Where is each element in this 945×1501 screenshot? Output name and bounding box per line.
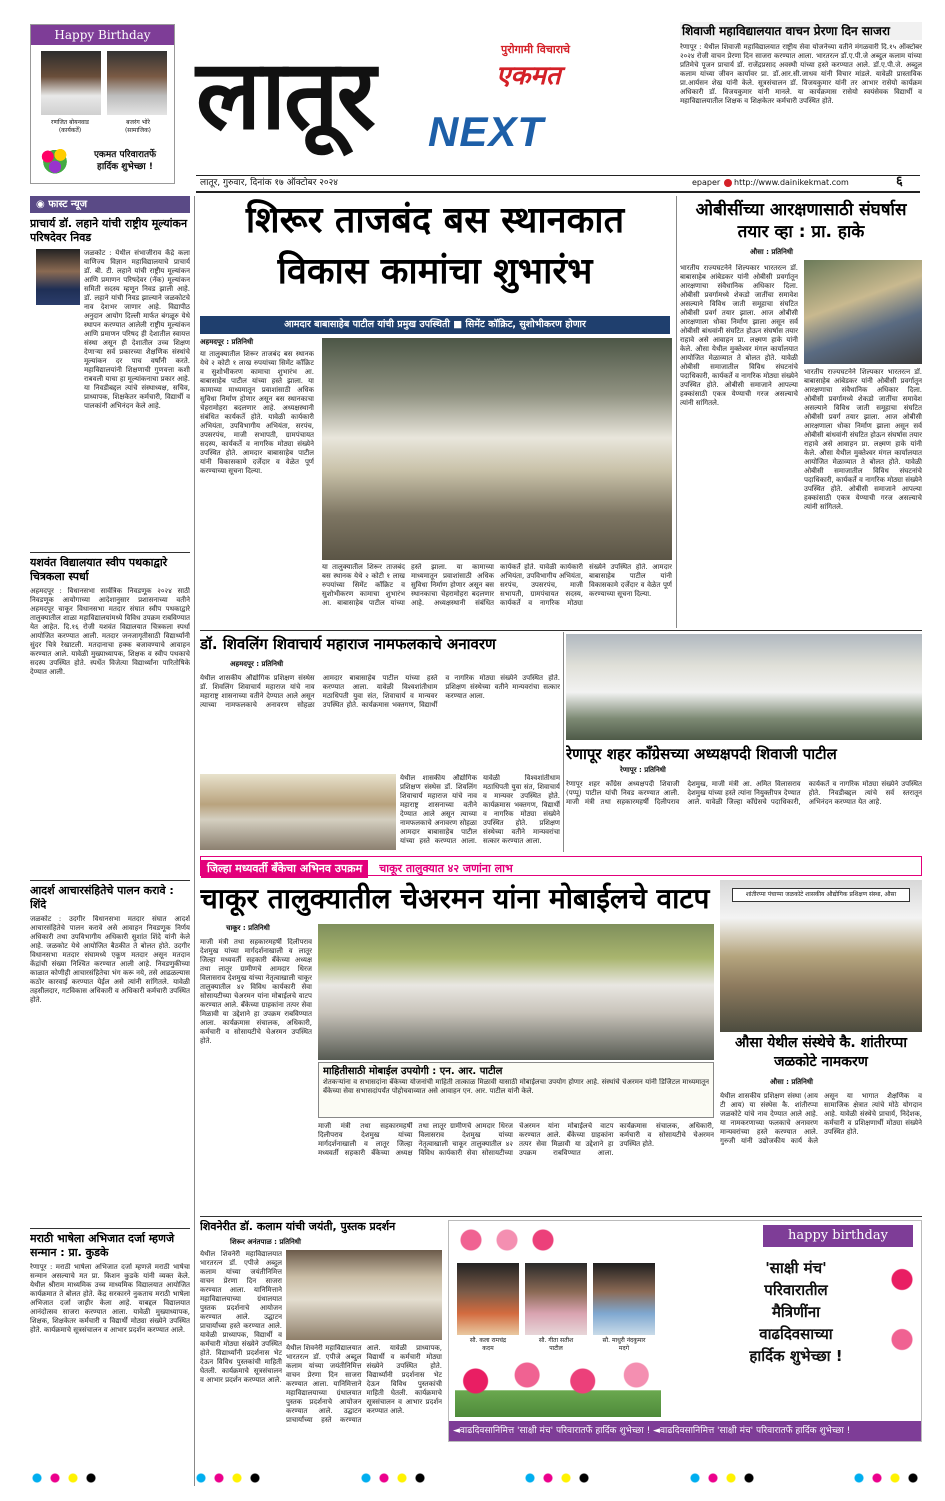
sakshi-photo-3 bbox=[593, 1263, 655, 1335]
renapur-headline: रेणापूर शहर काँग्रेसच्या अध्यक्षपदी शिवाजी पाटील bbox=[566, 745, 837, 763]
obc-photo bbox=[804, 260, 922, 364]
ausa-headline: औसा येथील संस्थेचे कै. शांतीरप्पा जळकोटे नामकरण bbox=[735, 1035, 907, 1070]
fast-news-text-2: अहमदपूर : विधानसभा सार्वत्रिक निवडणूक २०२४ साठी निवडणूक आयोगाच्या आदेशानुसार प्रशासनाच्या वतीने अहमदपूर चाकूर विधानसभा मतदार संघात स्वीप पथकाद्वारे तालुक्यातील शाळा महाविद्यालयांमध्ये विविध उपक्रम राबविण्यात येत आहेत. दि.१६ रोजी यशवंत विद्यालयात चित्रकला स्पर्धा आयोजित करण्यात आली. मतदार जनजागृतीसाठी विद्यार्थ्यांनी सुंदर चित्रे रेखाटली. मतदानाचा हक्क बजावण्याचे आवाहन करण्यात आले. यावेळी मुख्याध्यापक, शिक्षक व स्वीप पथकाचे सदस्य उपस्थित होते. स्पर्धेत विजेत्या विद्यार्थ्यांना पारितोषिके देण्यात आली. bbox=[30, 587, 190, 676]
lead-photo bbox=[322, 338, 672, 560]
sakshi-name-3: सौ. माधुरी नंदकुमार मदगे bbox=[602, 1337, 646, 1352]
epaper-label: epaper bbox=[692, 178, 721, 187]
birthday-name-1: रणजित बोयनवाड (कार्यकर्ते) bbox=[50, 119, 89, 134]
sakshi-name-1: सौ. कला रामचंद्र कदम bbox=[469, 1337, 507, 1352]
divider bbox=[30, 552, 190, 553]
sakshi-name-2: सौ. गीता सतीश पाटील bbox=[538, 1337, 574, 1352]
sakshi-photo-2 bbox=[525, 1263, 587, 1335]
shivling-text-2: येथील शासकीय औद्योगिक प्रशिक्षण संस्थेस डॉ. शिवलिंग शिवाचार्य महाराज यांचे नाव महाराष्ट्र शासनाच्या वतीने देण्यात आले असून त्याच्या नामफलकाचे अनावरण सोहळा आमदार बाबासाहेब पाटील यांच्या हस्ते करण्यात आला. यावेळी विश्वशांतीधाम मठाधिपती युवा संत, शिवाचार्य व मान्यवर उपस्थित होते. कार्यक्रमास भक्तगण, विद्यार्थी व नागरिक मोठ्या संख्येने उपस्थित होते. प्रशिक्षण संस्थेच्या वतीने मान्यवरांचा सत्कार करण्यात आला. bbox=[400, 774, 560, 845]
fast-news-text-1: जळकोट : येथील संभाजीराव केंद्रे कला वाणिज्य विज्ञान महाविद्यालयाचे प्राचार्य डॉ. बी. टी. लहाने यांची राष्ट्रीय मूल्यांकन आणि प्रमाणन परिषदेवर (नॅक) मूल्यांकन समिती सदस्य म्हणून निवड झाली आहे. डॉ. लहाने यांची निवड झाल्याने जळकोटचे नाव देशभर जाणार आहे. विद्यापीठ अनुदान आयोग दिल्ली मार्फत बंगळूरु येथे स्थापन करण्यात आलेली राष्ट्रीय मूल्यांकन आणि प्रमाणन परिषद ही देशातील स्वायत्त संस्था असून ही देशातील उच्च शिक्षण देणाऱ्या सर्व प्रकारच्या शैक्षणिक संस्थांचे मूल्यांकन दर पाच वर्षांनी करते. महाविद्यालयांनी शिक्षणाची गुणवत्ता कशी राबवली याचा हा मूल्यांकनाचा प्रकार आहे. या निवडीबद्दल त्यांचे संस्थाध्यक्ष, सचिव, प्राध्यापक, शिक्षकेतर कर्मचारी, विद्यार्थी व पालकांनी अभिनंदन केले आहे. bbox=[84, 249, 190, 410]
cmyk-dots bbox=[852, 1473, 922, 1483]
lead-text-col2: या तालुक्यातील शिरूर ताजबंद बस स्थानक येथे २ कोटी १ लाख रुपयांच्या सिमेंट कॉक्रिट व सुशोभीकरण कामाचा शुभारंभ आ. बाबासाहेब पाटील यांच्या हस्ते झाला. या कामाच्या माध्यमातून प्रवाशांसाठी अधिक सुविधा निर्माण होणार असून बस स्थानकाचा चेहरामोहरा बदलणार आहे. अध्यक्षस्थानी संबंधित कार्यकर्ते होते. यावेळी कार्यकारी अभियंता, उपविभागीय अभियंता, सरपंच, उपसरपंच, माजी सभापती, ग्रामपंचायत सदस्य, कार्यकर्ते व नागरिक मोठ्या संख्येने उपस्थित होते. आमदार बाबासाहेब पाटील यांनी विकासकामे दर्जेदार व वेळेत पूर्ण करण्याच्या सूचना दिल्या. bbox=[322, 563, 672, 607]
kalam-text-col1: येथील शिवनेरी महाविद्यालयात भारतरत्न डॉ. एपीजे अब्दुल कलाम यांच्या जयंतीनिमित्त वाचन प्रेरणा दिन साजरा करण्यात आला. यानिमित्ताने महाविद्यालयाच्या ग्रंथालयात पुस्तक प्रदर्शनाचे आयोजन करण्यात आले. उद्घाटन प्राचार्यांच्या हस्ते करण्यात आले. यावेळी प्राध्यापक, विद्यार्थी व कर्मचारी मोठ्या संख्येने उपस्थित होते. विद्यार्थ्यांनी प्रदर्शनास भेट देऊन विविध पुस्तकांची माहिती घेतली. कार्यक्रमाचे सूत्रसंचालन व आभार प्रदर्शन करण्यात आले. bbox=[200, 1250, 282, 1384]
registration-marks bbox=[30, 1468, 922, 1488]
bank-text-col2: माजी मंत्री तथा सहकारमहर्षी दिलीपराव देशमुख यांच्या मार्गदर्शनाखाली व लातूर जिल्हा मध्यवर्ती सहकारी बँकेच्या अध्यक्ष तथा लातूर ग्रामीणचे आमदार धिरज विलासराव देशमुख यांच्या नेतृत्वाखाली चाकूर तालुक्यातील ४२ विविध कार्यकारी सेवा सोसायटीच्या चेअरमन यांना मोबाईलचे वाटप करण्यात आले. बँकेच्या ग्राहकांना तत्पर सेवा मिळावी या उद्देशाने हा उपक्रम राबविण्यात आला. कार्यक्रमास संचालक, अधिकारी, कर्मचारी व सोसायटीचे चेअरमन उपस्थित होते. bbox=[318, 1122, 714, 1157]
ausa-sign: शांतीरप्पा पंचाप्पा जळकोटे शासकीय औद्योगिक प्रशिक्षण संस्था, औसा bbox=[732, 888, 910, 902]
divider bbox=[30, 1228, 190, 1229]
masthead bbox=[196, 24, 670, 174]
masthead-tagline: पुरोगामी विचाराचे bbox=[501, 43, 571, 56]
birthday-wish: एकमत परिवारातर्फे हार्दिक शुभेच्छा ! bbox=[93, 150, 157, 172]
shivling-headline: डॉ. शिवलिंग शिवाचार्य महाराज नामफलकाचे अनावरण bbox=[200, 635, 496, 653]
bank-info-box bbox=[318, 1062, 714, 1118]
obc-text-col1: भारतीय राज्यघटनेने शिल्पकार भारतरत्न डॉ. बाबासाहेब आंबेडकर यांनी ओबीसी प्रवर्गातून आरक्षणाचा संवैधानिक अधिकार दिला. ओबीसी प्रवर्गामध्ये शेकडो जातींचा समावेश असल्याने विविध जाती समूहाचा संघटित ओबीसी प्रवर्ग तयार झाला. आज ओबीसी आरक्षणाला धोका निर्माण झाला असून सर्व ओबीसी बांधवांनी संघटित होऊन संघर्षास तयार राहावे असे आवाहन प्रा. लक्ष्मण हाके यांनी केले. औसा येथील मुक्तेश्वर मंगल कार्यालयात आयोजित मेळाव्यात ते बोलत होते. यावेळी ओबीसी समाजातील विविध संघटनांचे पदाधिकारी, कार्यकर्ते व नागरिक मोठ्या संख्येने उपस्थित होते. ओबीसी समाजाने आपल्या हक्कांसाठी एकत्र येण्याची गरज असल्याचे त्यांनी सांगितले. bbox=[680, 264, 798, 407]
sakshi-flowers-bottom bbox=[455, 1357, 661, 1417]
bank-photo bbox=[318, 924, 714, 1060]
bank-info-title: माहितीसाठी मोबाईल उपयोगी : एन. आर. पाटील bbox=[323, 1066, 503, 1077]
fast-news-headline-4: मराठी भाषेला अभिजात दर्जा म्हणजे सन्मान : प्रा. कुडके bbox=[30, 1232, 175, 1259]
masthead-brand: लातूर bbox=[196, 39, 374, 151]
sakshi-box bbox=[448, 1220, 922, 1442]
fast-news-text-4: रेणापूर : मराठी भाषेला अभिजात दर्जा म्हणजे मराठी भाषेचा सन्मान असल्याचे मत प्रा. किशन कुडके यांनी व्यक्त केले. येथील श्रीराम माध्यमिक उच्च माध्यमिक विद्यालयात आयोजित कार्यक्रमात ते बोलत होते. केंद्र सरकारने नुकताच मराठी भाषेला अभिजात दर्जा जाहीर केला आहे. याबद्दल विद्यालयात आनंदोत्सव साजरा करण्यात आला. यावेळी मुख्याध्यापक, शिक्षक, शिक्षकेतर कर्मचारी व विद्यार्थी मोठ्या संख्येने उपस्थित होते. कार्यक्रमाचे सूत्रसंचालन व आभार प्रदर्शन करण्यात आले. bbox=[30, 1263, 190, 1334]
birthday-title: Happy Birthday bbox=[31, 25, 174, 45]
bullet-icon: ◉ bbox=[36, 199, 49, 210]
birthday-photo-1 bbox=[41, 51, 101, 115]
epaper-url[interactable]: http://www.dainikekmat.com bbox=[734, 178, 849, 187]
bank-banner-left: जिल्हा मध्यवर्ती बँकेचा अभिनव उपक्रम bbox=[201, 860, 368, 878]
divider bbox=[200, 630, 922, 631]
ausa-text: येथील शासकीय प्रशिक्षण संस्था (आय टी आय) या संस्थेस कै. शांतीरप्पा जळकोटे यांचे नाव देण्यात आले आहे. या नामकरणाच्या फलकाचे अनावरण मान्यवरांच्या हस्ते करण्यात आले. गुरुजी यांनी उद्योजकीय कार्य केले असून या भागात शैक्षणिक व सामाजिक क्षेत्रात त्यांचे मोठे योगदान आहे. यावेळी संस्थेचे प्राचार्य, निदेशक, कर्मचारी व प्रशिक्षणार्थी मोठ्या संख्येने उपस्थित होते. bbox=[720, 1092, 922, 1145]
ausa-byline: औसा : प्रतिनिधी bbox=[770, 1078, 813, 1086]
top-right-headline: शिवाजी महाविद्यालयात वाचन प्रेरणा दिन साजरा bbox=[680, 22, 922, 40]
renapur-text: रेणापूर शहर काँग्रेस अध्यक्षपदी शिवाजी (पप्पू) पाटील यांची निवड करण्यात आली. माजी मंत्री तथा सहकारमहर्षी दिलीपराव देशमुख, माजी मंत्री आ. अमित विलासराव देशमुख यांच्या हस्ते त्यांना नियुक्तीपत्र देण्यात आले. यावेळी जिल्हा काँग्रेसचे पदाधिकारी, कार्यकर्ते व नागरिक मोठ्या संख्येने उपस्थित होते. निवडीबद्दल त्यांचे सर्व स्तरातून अभिनंदन करण्यात येत आहे. bbox=[566, 780, 922, 806]
lead-headline-1: शिरूर ताजबंद बस स्थानकात bbox=[245, 200, 625, 241]
cmyk-dots bbox=[359, 1473, 429, 1483]
fast-news-headline-1: प्राचार्य डॉ. लहाने यांची राष्ट्रीय मूल्यांकन परिषदेवर निवड bbox=[30, 217, 188, 244]
obc-headline: ओबीसींच्या आरक्षणासाठी संघर्षास तयार व्हा : प्रा. हाके bbox=[695, 200, 907, 242]
renapur-photo bbox=[566, 634, 922, 740]
shivling-byline: अहमदपूर : प्रतिनिधी bbox=[230, 660, 284, 668]
column-separator bbox=[676, 196, 677, 628]
sakshi-flowers-left bbox=[453, 1225, 573, 1255]
kalam-photo bbox=[286, 1250, 442, 1340]
fast-news-text-3: जळकोट : उदगीर विधानसभा मतदार संघात आदर्श आचारसंहितेचे पालन करावे असे आवाहन निवडणूक निर्णय अधिकारी तथा उपविभागीय अधिकारी सुशांत शिंदे यांनी केले आहे. जळकोट येथे आयोजित बैठकीत ते बोलत होते. उदगीर विधानसभा मतदार संघामध्ये एकूण मतदार असून मतदान केंद्रांची संख्या निश्चित करण्यात आली आहे. निवडणुकीच्या काळात कोणीही आचारसंहितेचा भंग करू नये, तसे आढळल्यास कठोर कारवाई करण्यात येईल असे त्यांनी सांगितले. यावेळी तहसीलदार, गटविकास अधिकारी व अधिकारी कर्मचारी उपस्थित होते. bbox=[30, 915, 190, 1004]
shivling-text: येथील शासकीय औद्योगिक प्रशिक्षण संस्थेस डॉ. शिवलिंग शिवाचार्य महाराज यांचे नाव महाराष्ट्र शासनाच्या वतीने देण्यात आले असून त्याच्या नामफलकाचे अनावरण सोहळा आमदार बाबासाहेब पाटील यांच्या हस्ते करण्यात आला. यावेळी विश्वशांतीधाम मठाधिपती युवा संत, शिवाचार्य व मान्यवर उपस्थित होते. कार्यक्रमास भक्तगण, विद्यार्थी व नागरिक मोठ्या संख्येने उपस्थित होते. प्रशिक्षण संस्थेच्या वतीने मान्यवरांचा सत्कार करण्यात आला. bbox=[200, 674, 560, 709]
cmyk-dots bbox=[688, 1473, 758, 1483]
fast-news-column bbox=[30, 196, 190, 1491]
sakshi-quote: 'साक्षी मंच' परिवारातील मैत्रिणींना वाढदिवसाच्या हार्दिक शुभेच्छा ! bbox=[749, 1259, 843, 1365]
bank-banner-right: चाकूर तालुक्यात ४२ जणांना लाभ bbox=[379, 862, 513, 875]
fast-news-label-text: फास्ट न्यूज bbox=[48, 199, 88, 210]
dateline-rule-bottom bbox=[196, 191, 920, 193]
sakshi-title: happy birthday bbox=[763, 1225, 913, 1247]
epaper-icon bbox=[724, 179, 732, 187]
ausa-photo bbox=[720, 880, 922, 1032]
bank-byline: चाकूर : प्रतिनिधी bbox=[226, 924, 270, 932]
fast-news-headline-3: आदर्श आचारसंहितेचे पालन करावे : शिंदे bbox=[30, 884, 174, 911]
lead-headline-2: विकास कामांचा शुभारंभ bbox=[277, 251, 593, 292]
masthead-paper: एकमत bbox=[496, 61, 561, 91]
flower-icon bbox=[37, 143, 73, 177]
bank-banner bbox=[200, 856, 922, 876]
lead-byline: अहमदपूर : प्रतिनिधी bbox=[200, 338, 254, 346]
page-number: ६ bbox=[896, 174, 903, 189]
column-separator bbox=[194, 196, 195, 1486]
divider bbox=[30, 880, 190, 881]
lead-subhead: आमदार बाबासाहेब पाटील यांची प्रमुख उपस्थिती ■ सिमेंट कॉक्रिट, सुशोभीकरण होणार bbox=[200, 316, 670, 334]
birthday-name-2: बजरंग भोरे (सामाजिक) bbox=[124, 119, 152, 134]
sakshi-tulips-right bbox=[887, 1257, 917, 1407]
birthday-photo-2 bbox=[107, 51, 167, 115]
kalam-byline: शिरूर अनंतपाळ : प्रतिनिधी bbox=[230, 1238, 301, 1246]
cmyk-dots bbox=[194, 1473, 264, 1483]
kalam-headline: शिवनेरीत डॉ. कलाम यांची जयंती, पुस्तक प्रदर्शन bbox=[200, 1220, 396, 1233]
obc-byline: औसा : प्रतिनिधी bbox=[750, 248, 793, 256]
fast-news-headline-2: यशवंत विद्यालयात स्वीप पथकाद्वारे चित्रकला स्पर्धा bbox=[30, 556, 168, 583]
renapur-byline: रेणापूर : प्रतिनिधी bbox=[620, 766, 666, 774]
bank-info-text: शेतकऱ्यांना व सभासदांना बँकेच्या योजनांची माहिती तात्काळ मिळावी यासाठी मोबाईलचा उपयोग होणार आहे. संस्थांचे चेअरमन यांनी डिजिटल माध्यमातून बँकेच्या सेवा सभासदांपर्यंत पोहोचवाव्यात असे आवाहन एन. आर. पाटील यांनी केले. bbox=[323, 1078, 709, 1095]
cmyk-dots bbox=[523, 1473, 593, 1483]
shivling-photo bbox=[200, 774, 396, 850]
sakshi-photo-1 bbox=[457, 1263, 519, 1335]
cmyk-dots bbox=[30, 1473, 100, 1483]
top-right-story bbox=[680, 22, 922, 172]
fast-news-label bbox=[30, 196, 190, 213]
kalam-text-col2: येथील शिवनेरी महाविद्यालयात भारतरत्न डॉ. एपीजे अब्दुल कलाम यांच्या जयंतीनिमित्त वाचन प्रेरणा दिन साजरा करण्यात आला. यानिमित्ताने महाविद्यालयाच्या ग्रंथालयात पुस्तक प्रदर्शनाचे आयोजन करण्यात आले. उद्घाटन प्राचार्यांच्या हस्ते करण्यात आले. यावेळी प्राध्यापक, विद्यार्थी व कर्मचारी मोठ्या संख्येने उपस्थित होते. विद्यार्थ्यांनी प्रदर्शनास भेट देऊन विविध पुस्तकांची माहिती घेतली. कार्यक्रमाचे सूत्रसंचालन व आभार प्रदर्शन करण्यात आले. bbox=[286, 1344, 442, 1424]
bank-text-col1: माजी मंत्री तथा सहकारमहर्षी दिलीपराव देशमुख यांच्या मार्गदर्शनाखाली व लातूर जिल्हा मध्यवर्ती सहकारी बँकेच्या अध्यक्ष तथा लातूर ग्रामीणचे आमदार धिरज विलासराव देशमुख यांच्या नेतृत्वाखाली चाकूर तालुक्यातील ४२ विविध कार्यकारी सेवा सोसायटीच्या चेअरमन यांना मोबाईलचे वाटप करण्यात आले. बँकेच्या ग्राहकांना तत्पर सेवा मिळावी या उद्देशाने हा उपक्रम राबविण्यात आला. कार्यक्रमास संचालक, अधिकारी, कर्मचारी व सोसायटीचे चेअरमन उपस्थित होते. bbox=[200, 938, 312, 1045]
column-separator bbox=[563, 632, 564, 852]
birthday-box bbox=[30, 24, 175, 184]
obc-text-col2: भारतीय राज्यघटनेने शिल्पकार भारतरत्न डॉ. बाबासाहेब आंबेडकर यांनी ओबीसी प्रवर्गातून आरक्षणाचा संवैधानिक अधिकार दिला. ओबीसी प्रवर्गामध्ये शेकडो जातींचा समावेश असल्याने विविध जाती समूहाचा संघटित ओबीसी प्रवर्ग तयार झाला. आज ओबीसी आरक्षणाला धोका निर्माण झाला असून सर्व ओबीसी बांधवांनी संघटित होऊन संघर्षास तयार राहावे असे आवाहन प्रा. लक्ष्मण हाके यांनी केले. औसा येथील मुक्तेश्वर मंगल कार्यालयात आयोजित मेळाव्यात ते बोलत होते. यावेळी ओबीसी समाजातील विविध संघटनांचे पदाधिकारी, कार्यकर्ते व नागरिक मोठ्या संख्येने उपस्थित होते. ओबीसी समाजाने आपल्या हक्कांसाठी एकत्र येण्याची गरज असल्याचे त्यांनी सांगितले. bbox=[804, 368, 922, 511]
sakshi-ticker: ◄वाढदिवसानिमित्त 'साक्षी मंच' परिवारातर्फे हार्दिक शुभेच्छा ! ◄वाढदिवसानिमित्त 'साक्षी मंच' परिवारातर्फे हार्दिक शुभेच्छा ! bbox=[449, 1421, 921, 1441]
top-right-text: रेणापूर : येथील शिवाजी महाविद्यालयात राष्ट्रीय सेवा योजनेच्या वतीने मंगळवारी दि.१५ ऑक्टोबर २०२४ रोजी वाचन प्रेरणा दिन साजरा करण्यात आला. भारतरत्न डॉ.ए.पी.जे अब्दुल कलाम यांच्या प्रतिमेचे पूजन प्राचार्य डॉ. राजेंद्रप्रसाद अवस्थी यांच्या हस्ते करण्यात आले. डॉ.ए.पी.जे. अब्दुल कलाम यांच्या जीवन कार्यावर प्रा. डॉ.आर.सी.जाधव यांनी विचार मांडले. यावेळी प्रास्ताविक प्रा.आर्यसन शेख यांनी केले. सूत्रसंचालन डॉ. विजयकुमार यांनी तर आभार रासेयो कार्यक्रम अधिकारी डॉ. विजयकुमार यांनी मानले. या कार्यक्रमास रासेयो स्वयंसेवक विद्यार्थी व महाविद्यालयातील शिक्षक व शिक्षकेतर कर्मचारी उपस्थित होते. bbox=[680, 43, 922, 105]
masthead-next: NEXT bbox=[428, 108, 545, 155]
fast-news-photo-1 bbox=[36, 249, 80, 305]
lead-text-col1: या तालुक्यातील शिरूर ताजबंद बस स्थानक येथे २ कोटी १ लाख रुपयांच्या सिमेंट कॉक्रिट व सुशोभीकरण कामाचा शुभारंभ आ. बाबासाहेब पाटील यांच्या हस्ते झाला. या कामाच्या माध्यमातून प्रवाशांसाठी अधिक सुविधा निर्माण होणार असून बस स्थानकाचा चेहरामोहरा बदलणार आहे. अध्यक्षस्थानी संबंधित कार्यकर्ते होते. यावेळी कार्यकारी अभियंता, उपविभागीय अभियंता, सरपंच, उपसरपंच, माजी सभापती, ग्रामपंचायत सदस्य, कार्यकर्ते व नागरिक मोठ्या संख्येने उपस्थित होते. आमदार बाबासाहेब पाटील यांनी विकासकामे दर्जेदार व वेळेत पूर्ण करण्याच्या सूचना दिल्या. bbox=[200, 350, 314, 475]
bank-headline: चाकूर तालुक्यातील चेअरमन यांना मोबाईलचे वाटप bbox=[200, 882, 710, 915]
dateline: लातूर, गुरुवार, दिनांक १७ ऑक्टोबर २०२४ bbox=[200, 178, 338, 188]
divider bbox=[200, 1216, 922, 1217]
